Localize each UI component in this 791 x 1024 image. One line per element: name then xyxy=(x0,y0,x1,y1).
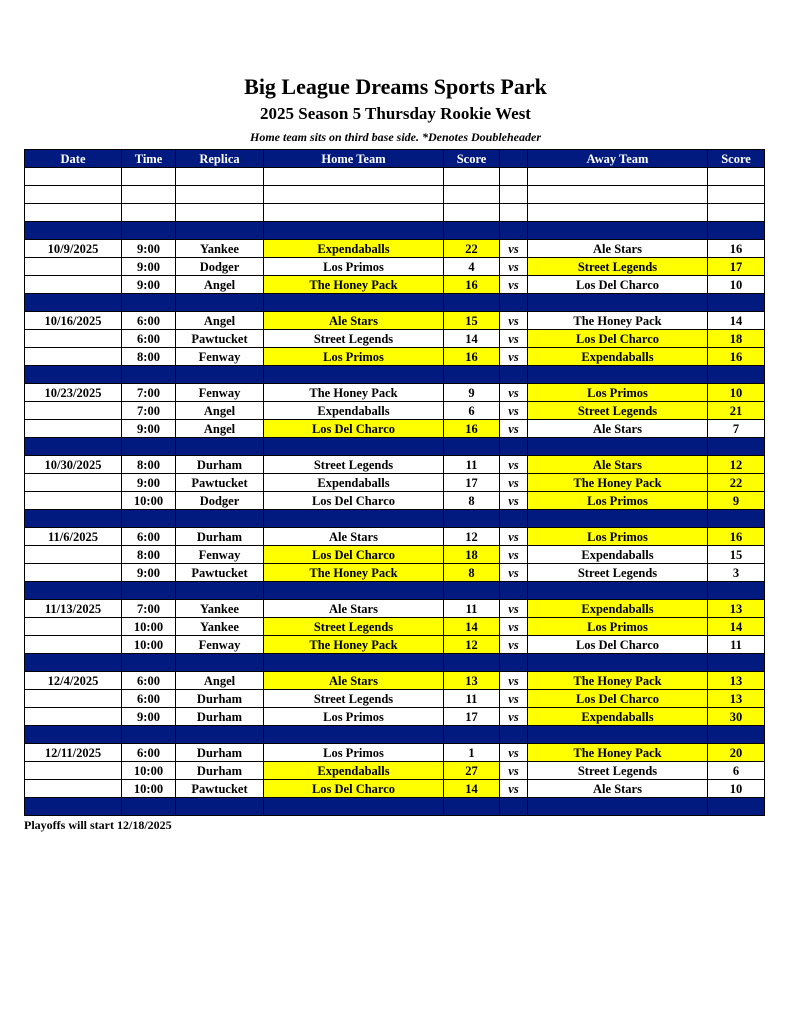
game-row xyxy=(25,240,765,258)
column-header-time: Time xyxy=(122,150,176,168)
away-team: Expendaballs xyxy=(528,600,708,618)
game-replica: Durham xyxy=(176,744,264,762)
home-score: 12 xyxy=(444,528,500,546)
week-separator-row xyxy=(25,726,765,744)
home-team: Los Del Charco xyxy=(264,420,444,438)
week-separator-row xyxy=(25,798,765,816)
away-score: 15 xyxy=(708,546,765,564)
game-replica: Fenway xyxy=(176,384,264,402)
away-team: Expendaballs xyxy=(528,708,708,726)
game-row xyxy=(25,780,765,798)
game-date xyxy=(25,474,122,492)
game-replica: Angel xyxy=(176,312,264,330)
away-team: The Honey Pack xyxy=(528,474,708,492)
vs-label: vs xyxy=(500,492,528,510)
game-date: 11/13/2025 xyxy=(25,600,122,618)
vs-label: vs xyxy=(500,690,528,708)
away-score: 13 xyxy=(708,600,765,618)
away-score: 13 xyxy=(708,672,765,690)
home-team: Street Legends xyxy=(264,456,444,474)
home-team: Expendaballs xyxy=(264,402,444,420)
game-time: 8:00 xyxy=(122,348,176,366)
column-header-away-score: Score xyxy=(708,150,765,168)
game-time: 10:00 xyxy=(122,762,176,780)
away-team: Ale Stars xyxy=(528,456,708,474)
away-score: 17 xyxy=(708,258,765,276)
game-row xyxy=(25,384,765,402)
game-date: 10/30/2025 xyxy=(25,456,122,474)
home-team: The Honey Pack xyxy=(264,384,444,402)
home-score: 14 xyxy=(444,330,500,348)
game-date: 12/4/2025 xyxy=(25,672,122,690)
home-team: The Honey Pack xyxy=(264,276,444,294)
away-score: 30 xyxy=(708,708,765,726)
game-row xyxy=(25,330,765,348)
game-time: 6:00 xyxy=(122,690,176,708)
home-score: 12 xyxy=(444,636,500,654)
home-team: Los Primos xyxy=(264,744,444,762)
vs-label: vs xyxy=(500,780,528,798)
vs-label: vs xyxy=(500,636,528,654)
game-time: 9:00 xyxy=(122,276,176,294)
game-time: 9:00 xyxy=(122,240,176,258)
away-score: 3 xyxy=(708,564,765,582)
game-replica: Pawtucket xyxy=(176,330,264,348)
away-team: The Honey Pack xyxy=(528,312,708,330)
game-date xyxy=(25,330,122,348)
game-row xyxy=(25,456,765,474)
home-score: 4 xyxy=(444,258,500,276)
game-date xyxy=(25,546,122,564)
game-date xyxy=(25,492,122,510)
game-date xyxy=(25,762,122,780)
schedule-note: Home team sits on third base side. *Denotes Doubleheader xyxy=(250,130,541,144)
home-score: 15 xyxy=(444,312,500,330)
week-separator-row xyxy=(25,438,765,456)
away-score: 9 xyxy=(708,492,765,510)
home-score: 11 xyxy=(444,600,500,618)
away-team: Los Del Charco xyxy=(528,690,708,708)
week-separator-row xyxy=(25,582,765,600)
away-score: 18 xyxy=(708,330,765,348)
blank-row xyxy=(25,186,765,204)
game-time: 10:00 xyxy=(122,618,176,636)
away-team: Ale Stars xyxy=(528,420,708,438)
away-score: 16 xyxy=(708,528,765,546)
home-score: 16 xyxy=(444,420,500,438)
away-team: Expendaballs xyxy=(528,546,708,564)
home-score: 13 xyxy=(444,672,500,690)
game-time: 6:00 xyxy=(122,330,176,348)
home-team: Expendaballs xyxy=(264,762,444,780)
away-team: Los Del Charco xyxy=(528,276,708,294)
away-team: Los Del Charco xyxy=(528,636,708,654)
game-row xyxy=(25,600,765,618)
table-header-row xyxy=(25,150,765,168)
page-title: Big League Dreams Sports Park xyxy=(244,74,547,99)
game-replica: Angel xyxy=(176,402,264,420)
game-time: 9:00 xyxy=(122,474,176,492)
home-team: The Honey Pack xyxy=(264,564,444,582)
game-replica: Yankee xyxy=(176,600,264,618)
week-separator-row xyxy=(25,294,765,312)
game-replica: Fenway xyxy=(176,546,264,564)
home-team: Street Legends xyxy=(264,690,444,708)
week-separator-row xyxy=(25,510,765,528)
game-time: 9:00 xyxy=(122,564,176,582)
game-time: 7:00 xyxy=(122,600,176,618)
away-score: 7 xyxy=(708,420,765,438)
game-replica: Fenway xyxy=(176,636,264,654)
away-team: Ale Stars xyxy=(528,240,708,258)
game-date xyxy=(25,420,122,438)
game-row xyxy=(25,420,765,438)
home-team: Ale Stars xyxy=(264,672,444,690)
game-time: 9:00 xyxy=(122,258,176,276)
game-date xyxy=(25,258,122,276)
away-score: 20 xyxy=(708,744,765,762)
away-team: Los Primos xyxy=(528,618,708,636)
game-row xyxy=(25,474,765,492)
game-time: 7:00 xyxy=(122,384,176,402)
home-team: Los Primos xyxy=(264,708,444,726)
column-header-away-team: Away Team xyxy=(528,150,708,168)
column-header-replica: Replica xyxy=(176,150,264,168)
home-score: 8 xyxy=(444,492,500,510)
game-replica: Angel xyxy=(176,276,264,294)
column-header-home-team: Home Team xyxy=(264,150,444,168)
home-score: 8 xyxy=(444,564,500,582)
home-team: Los Del Charco xyxy=(264,546,444,564)
away-team: Los Primos xyxy=(528,528,708,546)
away-score: 10 xyxy=(708,384,765,402)
home-score: 11 xyxy=(444,456,500,474)
away-score: 13 xyxy=(708,690,765,708)
home-score: 16 xyxy=(444,276,500,294)
game-row xyxy=(25,546,765,564)
game-replica: Pawtucket xyxy=(176,780,264,798)
week-separator-row xyxy=(25,654,765,672)
game-row xyxy=(25,348,765,366)
column-header-vs xyxy=(500,150,528,168)
away-team: The Honey Pack xyxy=(528,744,708,762)
game-replica: Angel xyxy=(176,420,264,438)
away-score: 6 xyxy=(708,762,765,780)
game-row xyxy=(25,708,765,726)
away-team: Street Legends xyxy=(528,762,708,780)
game-replica: Pawtucket xyxy=(176,564,264,582)
game-row xyxy=(25,528,765,546)
vs-label: vs xyxy=(500,420,528,438)
game-row xyxy=(25,312,765,330)
week-separator-row xyxy=(25,222,765,240)
home-score: 17 xyxy=(444,708,500,726)
game-time: 10:00 xyxy=(122,492,176,510)
vs-label: vs xyxy=(500,528,528,546)
game-date xyxy=(25,276,122,294)
home-team: Los Del Charco xyxy=(264,492,444,510)
game-time: 6:00 xyxy=(122,312,176,330)
home-score: 16 xyxy=(444,348,500,366)
game-date xyxy=(25,708,122,726)
game-time: 8:00 xyxy=(122,546,176,564)
away-score: 11 xyxy=(708,636,765,654)
home-score: 1 xyxy=(444,744,500,762)
home-team: Los Del Charco xyxy=(264,780,444,798)
game-date: 10/9/2025 xyxy=(25,240,122,258)
game-time: 10:00 xyxy=(122,636,176,654)
home-team: Street Legends xyxy=(264,330,444,348)
schedule-table xyxy=(24,149,765,816)
game-row xyxy=(25,492,765,510)
home-score: 11 xyxy=(444,690,500,708)
home-score: 14 xyxy=(444,618,500,636)
game-date xyxy=(25,780,122,798)
game-row xyxy=(25,618,765,636)
vs-label: vs xyxy=(500,600,528,618)
game-date xyxy=(25,348,122,366)
vs-label: vs xyxy=(500,240,528,258)
vs-label: vs xyxy=(500,564,528,582)
home-score: 6 xyxy=(444,402,500,420)
away-team: Ale Stars xyxy=(528,780,708,798)
game-replica: Fenway xyxy=(176,348,264,366)
game-replica: Dodger xyxy=(176,258,264,276)
game-replica: Pawtucket xyxy=(176,474,264,492)
home-team: Expendaballs xyxy=(264,474,444,492)
playoffs-note: Playoffs will start 12/18/2025 xyxy=(24,818,172,832)
game-row xyxy=(25,402,765,420)
game-date: 11/6/2025 xyxy=(25,528,122,546)
home-team: Expendaballs xyxy=(264,240,444,258)
home-score: 22 xyxy=(444,240,500,258)
vs-label: vs xyxy=(500,258,528,276)
away-score: 16 xyxy=(708,348,765,366)
vs-label: vs xyxy=(500,744,528,762)
home-score: 18 xyxy=(444,546,500,564)
game-row xyxy=(25,258,765,276)
vs-label: vs xyxy=(500,402,528,420)
game-row xyxy=(25,762,765,780)
home-team: Ale Stars xyxy=(264,600,444,618)
game-time: 6:00 xyxy=(122,744,176,762)
game-replica: Yankee xyxy=(176,240,264,258)
game-row xyxy=(25,564,765,582)
vs-label: vs xyxy=(500,708,528,726)
vs-label: vs xyxy=(500,672,528,690)
blank-row xyxy=(25,204,765,222)
game-date: 10/16/2025 xyxy=(25,312,122,330)
game-row xyxy=(25,744,765,762)
home-score: 27 xyxy=(444,762,500,780)
home-score: 17 xyxy=(444,474,500,492)
vs-label: vs xyxy=(500,618,528,636)
schedule-body xyxy=(25,168,765,816)
away-score: 14 xyxy=(708,312,765,330)
home-team: Ale Stars xyxy=(264,528,444,546)
column-header-date: Date xyxy=(25,150,122,168)
vs-label: vs xyxy=(500,762,528,780)
away-score: 10 xyxy=(708,276,765,294)
game-replica: Yankee xyxy=(176,618,264,636)
game-replica: Durham xyxy=(176,762,264,780)
away-team: Street Legends xyxy=(528,258,708,276)
away-team: The Honey Pack xyxy=(528,672,708,690)
away-score: 14 xyxy=(708,618,765,636)
game-date: 10/23/2025 xyxy=(25,384,122,402)
game-replica: Durham xyxy=(176,456,264,474)
blank-row xyxy=(25,168,765,186)
week-separator-row xyxy=(25,366,765,384)
column-header-home-score: Score xyxy=(444,150,500,168)
game-replica: Dodger xyxy=(176,492,264,510)
home-team: The Honey Pack xyxy=(264,636,444,654)
away-score: 22 xyxy=(708,474,765,492)
away-team: Los Primos xyxy=(528,384,708,402)
away-team: Los Del Charco xyxy=(528,330,708,348)
vs-label: vs xyxy=(500,276,528,294)
game-date xyxy=(25,636,122,654)
home-score: 9 xyxy=(444,384,500,402)
away-score: 21 xyxy=(708,402,765,420)
game-row xyxy=(25,672,765,690)
vs-label: vs xyxy=(500,330,528,348)
home-team: Ale Stars xyxy=(264,312,444,330)
game-time: 7:00 xyxy=(122,402,176,420)
vs-label: vs xyxy=(500,546,528,564)
game-replica: Durham xyxy=(176,528,264,546)
vs-label: vs xyxy=(500,456,528,474)
vs-label: vs xyxy=(500,312,528,330)
game-date xyxy=(25,690,122,708)
game-row xyxy=(25,690,765,708)
game-time: 9:00 xyxy=(122,708,176,726)
home-team: Los Primos xyxy=(264,348,444,366)
away-score: 12 xyxy=(708,456,765,474)
home-score: 14 xyxy=(444,780,500,798)
game-replica: Durham xyxy=(176,708,264,726)
away-score: 10 xyxy=(708,780,765,798)
vs-label: vs xyxy=(500,348,528,366)
game-time: 9:00 xyxy=(122,420,176,438)
game-date xyxy=(25,618,122,636)
game-row xyxy=(25,276,765,294)
away-team: Street Legends xyxy=(528,564,708,582)
game-row xyxy=(25,636,765,654)
game-replica: Angel xyxy=(176,672,264,690)
game-time: 6:00 xyxy=(122,528,176,546)
home-team: Street Legends xyxy=(264,618,444,636)
game-time: 10:00 xyxy=(122,780,176,798)
game-time: 6:00 xyxy=(122,672,176,690)
game-time: 8:00 xyxy=(122,456,176,474)
vs-label: vs xyxy=(500,474,528,492)
away-team: Los Primos xyxy=(528,492,708,510)
away-team: Expendaballs xyxy=(528,348,708,366)
away-team: Street Legends xyxy=(528,402,708,420)
away-score: 16 xyxy=(708,240,765,258)
game-date: 12/11/2025 xyxy=(25,744,122,762)
game-date xyxy=(25,564,122,582)
game-replica: Durham xyxy=(176,690,264,708)
page-subtitle: 2025 Season 5 Thursday Rookie West xyxy=(260,104,531,123)
game-date xyxy=(25,402,122,420)
home-team: Los Primos xyxy=(264,258,444,276)
vs-label: vs xyxy=(500,384,528,402)
